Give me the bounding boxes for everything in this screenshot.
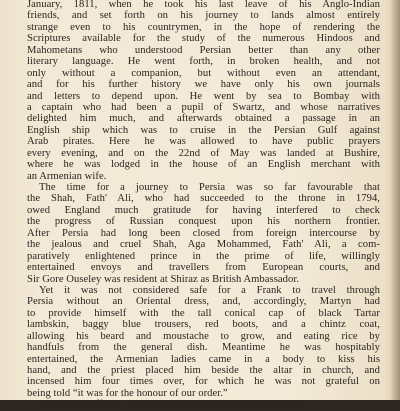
text-line: the jealous and cruel Shah, Aga Mohammed, Fath' Ali, a com- [27,239,380,251]
text-line: handfuls from the general dish. Meantime he was hospitably [27,342,380,354]
text-line: Persia without an Oriental dress, and, accordingly, Martyn had [27,296,380,308]
text-line: English ship which was to cruise in the Persian Gulf against [27,124,380,136]
text-line: to provide himself with the tall conical cap of black Tartar [27,307,380,319]
text-line: the progress of Russian conquest upon his northern frontier. [27,216,380,228]
text-line: Arab pirates. Here he was allowed to have public prayers [27,136,380,148]
text-line: entertained, the Armenian ladies came in a body to kiss his [27,353,380,365]
text-line: the Shah, Fath' Ali, who had succeeded to the throne in 1794, [27,193,380,205]
text-line: hand, and the priest placed him beside the altar in church, and [27,365,380,376]
text-line: entertained envoys and travellers from European courts, and [27,262,380,274]
text-line: paratively enlightened prince in the prime of life, willingly [27,250,380,262]
text-line: Sir Gore Ouseley was resident at Shiraz as British Ambassador. [27,273,300,285]
page-gutter-shadow [390,0,400,400]
text-line: Scriptures available for the study of the numerous Hindoos and [27,33,380,45]
text-line: strange even to his countrymen, in the hope of rendering the [27,21,380,33]
paragraph [27,399,380,411]
text-line: After Persia had long been closed from foreign intercourse by [27,227,380,239]
text-line: January, 1811, when he took his last leave of his Anglo-Indian [27,0,380,10]
text-line: and letters to depend upon. He went by sea to Bombay with [27,90,380,102]
paragraph [27,285,380,399]
text-line: The time for a journey to Persia was so far favourable that [39,182,380,193]
text-line: an Armenian wife. [27,170,107,182]
text-line: allowing his beard and moustache to grow, and eating rice by [27,330,380,342]
text-line: An English officer joined company with him, and a muleteer [39,399,300,411]
text-line: delighted him much, and afterwards obtained a passage in an [27,113,380,125]
text-line: being told “it was for the honour of our order.” [27,387,228,399]
text-line: literary language. He went forth, in broken health, and not [27,56,380,68]
paragraph [27,0,380,182]
text-line: where he was lodged in the house of an English merchant with [27,159,380,171]
text-line: lambskin, baggy blue trousers, red boots, and a chintz coat, [27,319,380,331]
text-line: Yet it was not considered safe for a Frank to travel through [39,284,380,296]
text-line: Mahometans who understood Persian better than any other [27,44,380,56]
text-line: friends, and set forth on his journey to lands almost entirely [27,10,380,22]
paragraph [27,182,380,285]
text-line: and for his further history we have only his own journals [27,79,380,91]
text-line: a captain who had been a pupil of Swartz, and whose narratives [27,101,380,113]
text-line: every evening, and on the 22nd of May was landed at Bushire, [27,147,380,159]
text-line: owed England much gratitude for having interfered to check [27,204,380,216]
page-body-text [27,0,380,411]
text-line: incensed him four times over, for which he was not grateful on [27,376,380,388]
text-line: only without a companion, but without even an attendant, [27,67,380,79]
